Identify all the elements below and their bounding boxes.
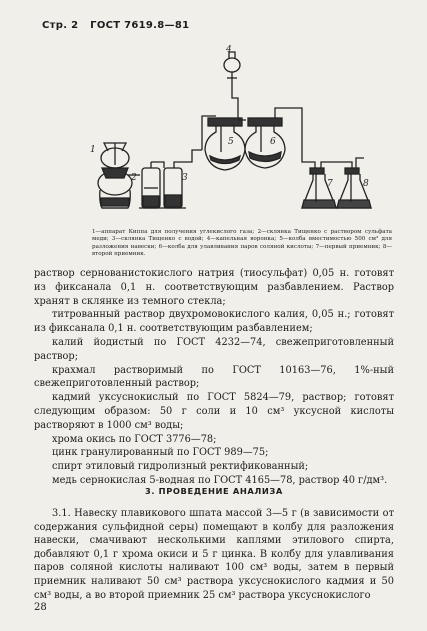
reagent-item: раствор сернованистокислого натрия (тиосульфат) 0,05 н. готовят из фиксанала 0,1 н. соответствующим разбавлением. Раствор хранят в склянке из темного стекла;: [34, 268, 394, 307]
tishchenko-flask-2: [142, 162, 164, 208]
label-7: 7: [327, 179, 333, 189]
section-title: 3. ПРОВЕДЕНИЕ АНАЛИЗА: [145, 486, 283, 496]
reagent-item: крахмал растворимый по ГОСТ 10163—76, 1%-ный свежеприготовленный раствор;: [34, 364, 394, 390]
hcl-trap-flask: [238, 118, 285, 168]
reagent-item: медь сернокислая 5-водная по ГОСТ 4165—78, раствор 40 г/дм³.: [52, 474, 388, 486]
label-8: 8: [363, 179, 369, 189]
decomposition-flask: [205, 118, 245, 170]
label-1: 1: [90, 145, 96, 155]
reagent-item: спирт этиловый гидролизный ректификованный;: [52, 461, 309, 473]
section-body: [34, 507, 394, 602]
label-4: 4: [226, 45, 232, 55]
reagents-list: [34, 267, 394, 488]
dropping-funnel: [224, 52, 240, 118]
section-paragraph: 3.1. Навеску плавикового шпата массой 3—5 г (в зависимости от содержания сульфидной серы) помещают в колбу для разложения навески, смачивают несколькими каплями этилового спирта, добавляют 0,1 г хрома окиси и 5 г цинка. В колбу для улавливания паров соляной кислоты наливают 100 см³ воды, затем в первый приемник наливают 50 см³ раствора уксуснокислого кадмия и 50 см³ воды, а во второй приемник 25 см³ раствора уксуснокислого: [34, 508, 394, 601]
reagent-item: титрованный раствор двухромовокислого калия, 0,05 н.; готовят из фиксанала 0,1 н. соответствующим разбавлением;: [34, 309, 394, 335]
label-5: 5: [228, 137, 234, 147]
label-6: 6: [270, 137, 276, 147]
reagent-item: кадмий уксуснокислый по ГОСТ 5824—79, раствор; готовят следующим образом: 50 г соли и 10 см³ уксусной кислоты растворяют в 1000 см³ воды;: [34, 392, 394, 431]
reagent-item: калий йодистый по ГОСТ 4232—74, свежеприготовленный раствор;: [34, 336, 394, 362]
page-header: [42, 20, 189, 31]
page-number: 28: [34, 602, 47, 613]
reagent-item: цинк гранулированный по ГОСТ 989—75;: [52, 447, 269, 459]
figure-caption: 1—аппарат Киппа для получения углекислого газа; 2—склянка Тищенко с раствором сульфата меди; 3—склянка Тищенко с водой; 4—капельная воронка; 5—колба вместимостью 500 см³ для разложения навески; 6—колба для улавливания паров соляной кислоты; 7—первый приемник; 8—второй приемник.: [92, 229, 392, 258]
apparatus-diagram: [40, 40, 395, 220]
label-2: 2: [131, 173, 137, 183]
reagent-item: хрома окись по ГОСТ 3776—78;: [52, 433, 217, 445]
label-3: 3: [182, 173, 188, 183]
standard-number: ГОСТ 7619.8—81: [90, 20, 190, 31]
page-label: Стр. 2: [42, 20, 79, 31]
